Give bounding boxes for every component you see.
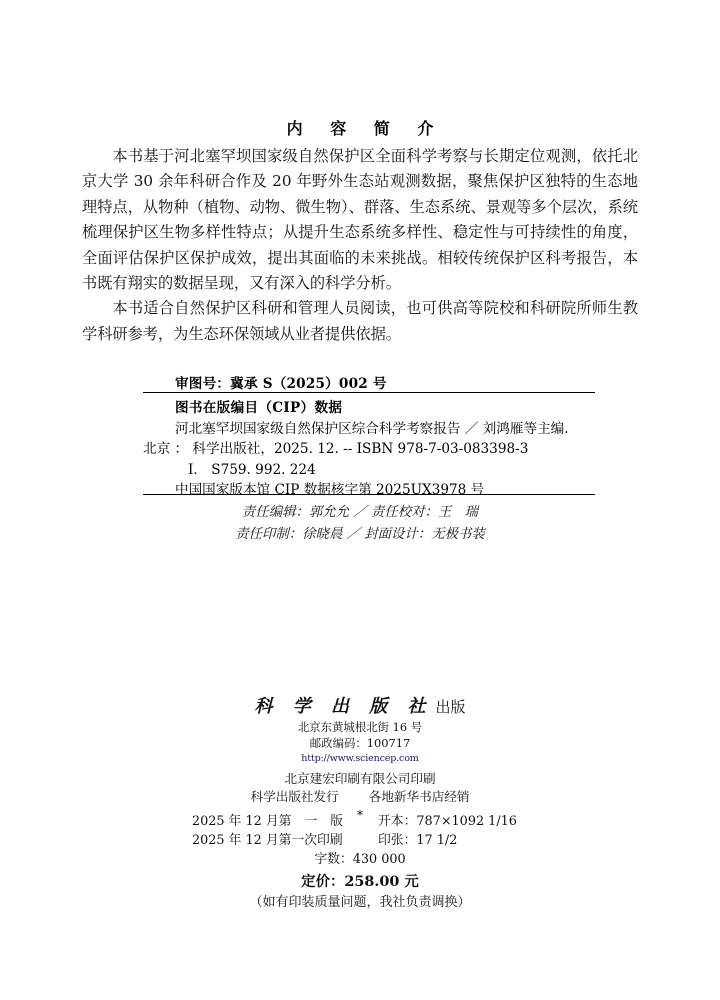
- publisher-address-block: [0, 720, 720, 767]
- separator-asterisk: *: [357, 807, 363, 822]
- publisher-postcode: 邮政编码：100717: [309, 735, 411, 750]
- word-count: 字数：430 000: [314, 852, 406, 867]
- publisher-website[interactable]: http://www.sciencep.com: [301, 753, 419, 764]
- publisher-name-line: [0, 696, 720, 718]
- format-cell: 开本：787×1092 1/16: [378, 814, 517, 829]
- distribution-line: [0, 788, 720, 807]
- cip-classification-line: Ⅰ． S759. 992. 224: [188, 461, 316, 478]
- credits-production-line: 责任印制：徐晓晨 ／ 封面设计：无极书装: [235, 527, 485, 542]
- edition-row-2: [0, 831, 720, 850]
- edition-ordinal: 一: [304, 814, 318, 829]
- quality-note: （如有印装质量问题，我社负责调换）: [249, 895, 471, 910]
- printer-block: [0, 770, 720, 807]
- cip-imprint-line: 北京 ： 科学出版社，2025. 12. -- ISBN 978-7-03-083398-3: [143, 441, 529, 457]
- edition-row-1: [0, 812, 720, 831]
- publisher-suffix: 出版: [435, 698, 466, 716]
- cip-heading: 图书在版编目（CIP）数据: [175, 400, 343, 416]
- edition-word: 版: [330, 814, 344, 829]
- credits-block: [0, 502, 720, 546]
- abstract-paragraph-1: 本书基于河北塞罕坝国家级自然保护区全面科学考察与长期定位观测，依托北京大学 30 余年科研合作及 20 年野外生态站观测数据，聚焦保护区独特的生态地理特点，从物种（植物、动物、微生物）、群落、生态系统、景观等多个层次，系统梳理保护区生物多样性特点；从提升生态系统多样性、稳定性与可持续性的角度，全面评估保护区保护成效，提出其面临的未来挑战。相较传统保护区科考报告，本书既有翔实的数据呈现，又有深入的科学分析。: [82, 147, 638, 293]
- cip-rule-bottom: [143, 494, 595, 495]
- cip-block: [143, 398, 603, 501]
- map-review-number: 审图号：冀承 S（2025）002 号: [175, 376, 387, 392]
- science-press-logo: 科 学 出 版 社: [254, 696, 433, 717]
- publisher-colophon: [0, 696, 720, 822]
- cip-rule-top: [143, 392, 595, 393]
- edition-details: [0, 812, 720, 913]
- credits-editor-line: 责任编辑：郭允允 ／ 责任校对：王 瑞: [241, 505, 479, 520]
- cip-record-number-line: 中国国家版本馆 CIP 数据核字第 2025UX3978 号: [175, 482, 485, 498]
- cip-title-line: 河北塞罕坝国家级自然保护区综合科学考察报告 ／ 刘鸿雁等主编.: [175, 420, 569, 437]
- printer-name: 北京建宏印刷有限公司印刷: [284, 770, 436, 786]
- edition-date-cell: [192, 812, 360, 831]
- retailer-name: 各地新华书店经销: [368, 789, 470, 804]
- abstract-body: [82, 144, 638, 347]
- abstract-paragraph-2: 本书适合自然保护区科研和管理人员阅读，也可供高等院校和科研院所师生教学科研参考，为生态环保领域从业者提供依据。: [82, 299, 638, 343]
- sheets-cell: 印张：17 1/2: [378, 833, 458, 848]
- publisher-address: 北京东黄城根北街 16 号: [297, 720, 423, 734]
- print-date-cell: 2025 年 12 月第一次印刷: [192, 833, 343, 848]
- page-title: 内 容 简 介: [286, 119, 445, 138]
- distributor-name: 科学出版社发行: [250, 789, 339, 804]
- price-label: 定价：258.00 元: [301, 873, 419, 890]
- edition-date: 2025 年 12 月第: [192, 814, 292, 829]
